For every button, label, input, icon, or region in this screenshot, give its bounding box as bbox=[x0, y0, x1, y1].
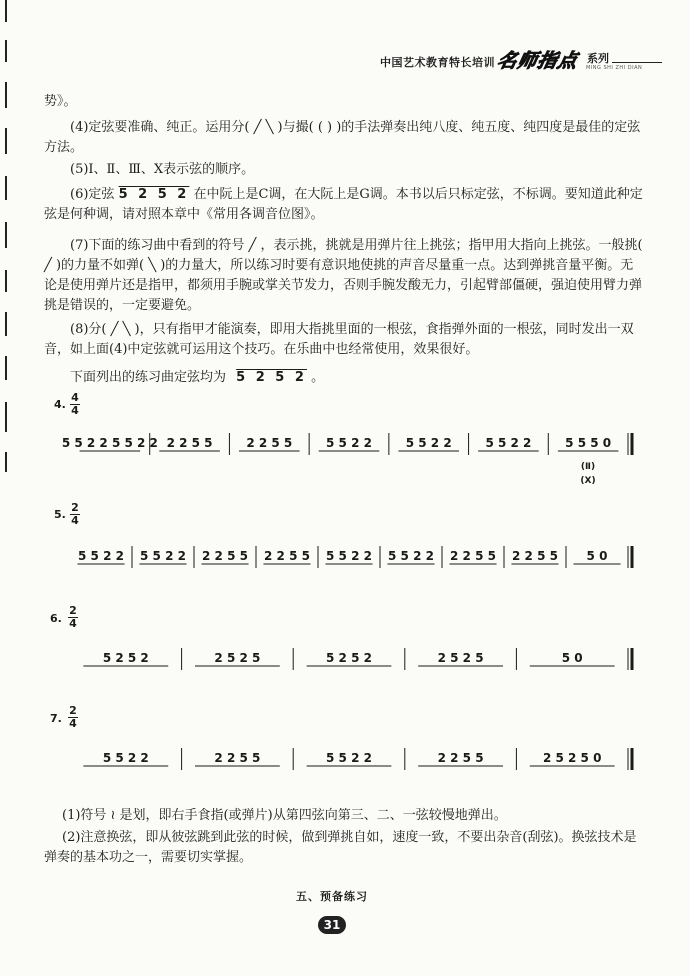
page-number: 31 bbox=[318, 916, 346, 934]
measure-notes: 2 2 5 5 bbox=[512, 549, 558, 563]
p6-lead: (6)定弦 bbox=[70, 187, 115, 202]
time-bottom: 4 bbox=[69, 717, 77, 730]
p6-rest: 在中阮上是C调，在大阮上是G调。本书以后只标定弦，不标调。要知道此种定弦是何种调，请对照本章中《常用各调音位图》。 bbox=[44, 187, 643, 222]
time-top: 2 bbox=[71, 501, 79, 514]
tuning-intro-notes: 5 2 5 2 bbox=[236, 370, 307, 385]
p6-tuning-notes: 5 2 5 2 bbox=[118, 187, 190, 202]
measure-notes: 5 0 bbox=[586, 549, 608, 563]
tuning-intro-text: 下面列出的练习曲定弦均为 bbox=[70, 370, 227, 385]
time-top: 2 bbox=[69, 604, 77, 617]
tuning-intro-end: 。 bbox=[311, 370, 325, 385]
exercise-7-time-signature bbox=[66, 706, 80, 729]
exercise-5-time-signature bbox=[68, 503, 82, 526]
measure-notes: 5 5 2 2 bbox=[326, 751, 372, 765]
binding-dash bbox=[5, 0, 7, 22]
paragraph-6 bbox=[44, 185, 644, 225]
binding-dash bbox=[5, 40, 7, 62]
time-bottom: 4 bbox=[71, 404, 79, 417]
footnote-1: (1)符号 ≀ 是划，即右手食指(或弹片)从第四弦向第三、二、一弦较慢地弹出。 bbox=[62, 808, 507, 823]
measure-notes: 2 2 5 5 bbox=[450, 549, 496, 563]
exercise-6-time-signature bbox=[66, 606, 80, 629]
measure-notes: 5 5 2 2 bbox=[388, 549, 434, 563]
measure-notes: 2 2 5 5 bbox=[437, 751, 484, 765]
paragraph-8: (8)分( ╱ ╲ )，只有指甲才能演奏，即用大指挑里面的一根弦，食指弹外面的一根弦，同时发出一双音，如上面(4)中定弦就可运用这个技巧。在乐曲中也经常使用，效果很好。 bbox=[44, 322, 634, 357]
measure-notes: 5 5 2 2 5 5 2 2 bbox=[61, 436, 158, 450]
measure-notes: 2 5 2 5 bbox=[437, 651, 484, 665]
exercise-7-number: 7. bbox=[50, 712, 62, 725]
measure-notes: 5 5 5 0 bbox=[565, 436, 612, 450]
measure-notes: 5 5 2 2 bbox=[78, 549, 124, 563]
time-bottom: 4 bbox=[69, 617, 77, 630]
time-top: 2 bbox=[69, 704, 77, 717]
paragraph-5: (5)Ⅰ、Ⅱ、Ⅲ、Ⅹ表示弦的顺序。 bbox=[70, 162, 255, 177]
binding-dash bbox=[5, 128, 7, 154]
measure-notes: 2 2 5 5 bbox=[214, 751, 261, 765]
series-name: 中国艺术教育特长培训 bbox=[380, 56, 495, 69]
exercise-4-number: 4. bbox=[54, 398, 66, 411]
binding-dash bbox=[5, 176, 7, 200]
measure-notes: 5 5 2 2 bbox=[485, 436, 532, 450]
binding-dash bbox=[5, 270, 7, 292]
exercise-5-number: 5. bbox=[54, 508, 66, 521]
series-suffix: 系列 bbox=[587, 52, 609, 65]
string-annotation: (Ⅹ) bbox=[580, 476, 596, 486]
measure-notes: 5 2 5 2 bbox=[102, 651, 149, 665]
measure-notes: 2 2 5 5 bbox=[166, 436, 213, 450]
binding-dash bbox=[5, 82, 7, 108]
binding-margin bbox=[0, 0, 12, 976]
measure-notes: 5 0 bbox=[561, 651, 583, 665]
section-title: 五、预备练习 bbox=[296, 890, 368, 903]
string-annotation: (Ⅱ) bbox=[580, 462, 596, 472]
binding-dash bbox=[5, 312, 7, 336]
exercise-4-time-signature bbox=[68, 393, 82, 416]
measure-notes: 2 2 5 5 bbox=[264, 549, 310, 563]
paragraph-7: (7)下面的练习曲中看到的符号 ╱ ，表示挑，挑就是用弹片往上挑弦；指甲用大指向上挑弦。一般挑( ╱ )的力量不如弹( ╲ )的力量大，所以练习时要有意识地使挑的声音尽量重一点。达到弹挑音量平衡。无论是使用弹片还是指甲，都须用手腕或掌关节发力，否则手腕发酸无力，引起臂部僵硬，强迫使用臂力弹挑是错误的，一定要避免。 bbox=[44, 238, 643, 313]
binding-dash bbox=[5, 356, 7, 380]
binding-dash bbox=[5, 222, 7, 248]
measure-notes: 5 5 2 2 bbox=[140, 549, 186, 563]
brand-logo: 名师指点 bbox=[495, 50, 581, 72]
header-rule bbox=[612, 62, 662, 63]
measure-notes: 2 2 5 5 bbox=[202, 549, 248, 563]
time-top: 4 bbox=[71, 391, 79, 404]
paragraph-continuation: 势》。 bbox=[44, 94, 77, 109]
footnote-2: (2)注意换弦，即从彼弦跳到此弦的时候，做到弹挑自如，速度一致，不要出杂音(刮弦)。换弦技术是弹奏的基本功之一，需要切实掌握。 bbox=[44, 830, 637, 865]
measure-notes: 5 5 2 2 bbox=[102, 751, 149, 765]
measure-notes: 5 2 5 2 bbox=[326, 651, 372, 665]
measure-notes: 5 5 2 2 bbox=[326, 436, 372, 450]
measure-notes: 2 2 5 5 bbox=[246, 436, 293, 450]
page-header bbox=[380, 48, 680, 78]
time-bottom: 4 bbox=[71, 514, 79, 527]
measure-notes: 5 5 2 2 bbox=[405, 436, 452, 450]
measure-notes: 2 5 2 5 bbox=[214, 651, 261, 665]
binding-dash bbox=[5, 452, 7, 472]
tuning-intro bbox=[70, 366, 324, 385]
binding-dash bbox=[5, 402, 7, 432]
paragraph-4: (4)定弦要准确、纯正。运用分( ╱ ╲ )与撮( ( ) )的手法弹奏出纯八度、纯五度、纯四度是最佳的定弦方法。 bbox=[44, 120, 641, 155]
measure-notes: 5 5 2 2 bbox=[326, 549, 372, 563]
exercise-6-number: 6. bbox=[50, 612, 62, 625]
brand-subtext: MING SHI ZHI DIAN bbox=[586, 65, 643, 71]
measure-notes: 2 5 2 5 0 bbox=[542, 751, 602, 765]
